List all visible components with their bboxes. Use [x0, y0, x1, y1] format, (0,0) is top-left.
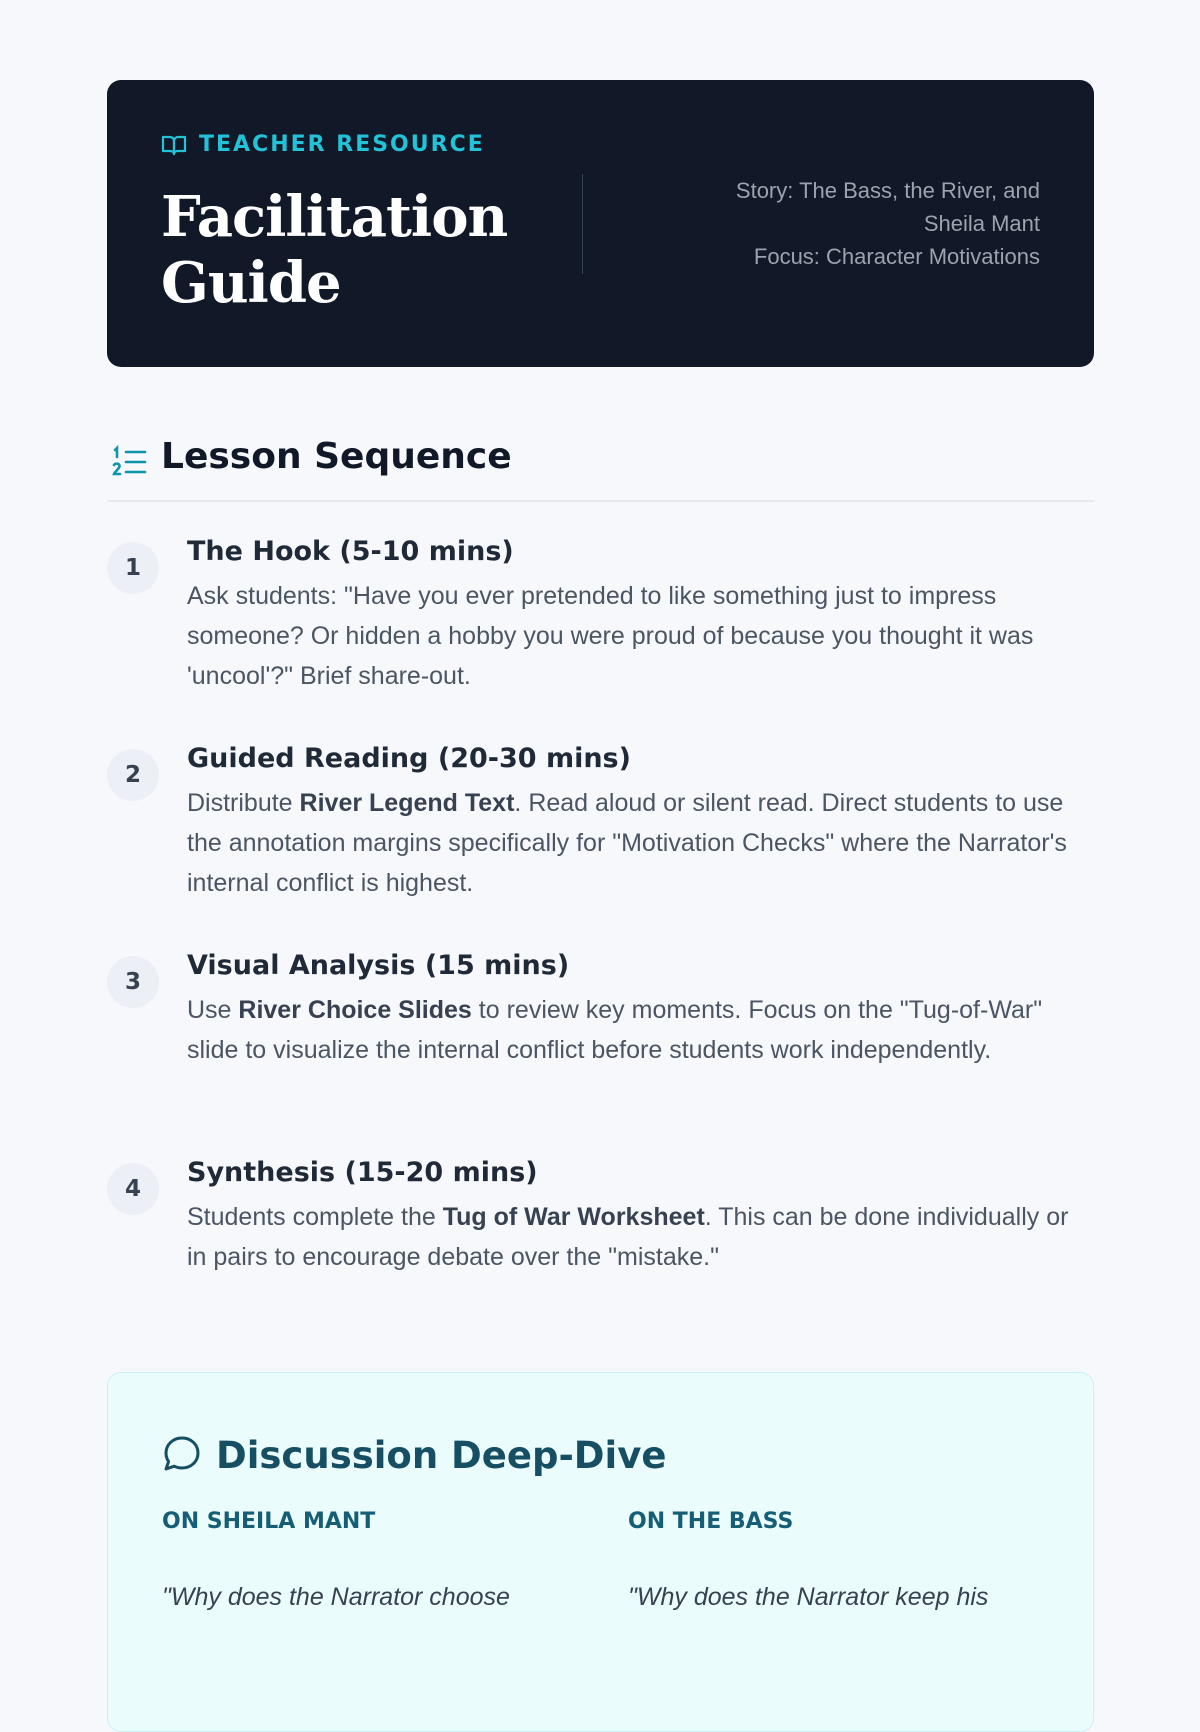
discussion-question: "Why does the Narrator keep his: [628, 1583, 989, 1611]
step-body: [187, 576, 1087, 696]
step-title: Synthesis (15-20 mins): [187, 1157, 538, 1188]
facilitation-guide-page: [107, 80, 1094, 1611]
page-title: Facilitation Guide: [161, 184, 508, 316]
step-text: . Read aloud or silent read. Direct students to use the annotation margins specifically for "Motivation Checks" where the Narrator's internal conflict is highest.: [187, 789, 1067, 897]
story-label: Story: The Bass, the River, and Sheila Mant: [735, 178, 1040, 236]
step-text: Use: [187, 996, 239, 1024]
header-meta: [680, 174, 1040, 273]
discussion-title: Discussion Deep-Dive: [216, 1434, 667, 1477]
discussion-question: "Why does the Narrator choose: [162, 1583, 510, 1611]
lesson-sequence-heading: [107, 436, 1094, 502]
step-title: Visual Analysis (15 mins): [187, 950, 570, 981]
resource-name: River Legend Text: [299, 789, 515, 817]
step-text: Distribute: [187, 789, 300, 817]
step-number: 3: [107, 956, 159, 1008]
discussion-column: [628, 1505, 1048, 1615]
step-text: . This can be done individually or in pairs to encourage debate over the "mistake.": [187, 1203, 1069, 1271]
step-number: 4: [107, 1163, 159, 1215]
section-title: Lesson Sequence: [161, 436, 512, 477]
step-text: Students complete the: [187, 1203, 443, 1231]
step-title: The Hook (5-10 mins): [187, 536, 514, 567]
step-body: [187, 1197, 1087, 1277]
step-number: 2: [107, 749, 159, 801]
discussion-heading: [162, 1431, 666, 1481]
eyebrow-label: TEACHER RESOURCE: [199, 132, 485, 157]
discussion-card: [107, 1372, 1094, 1732]
eyebrow: [161, 132, 485, 157]
resource-name: River Choice Slides: [238, 996, 472, 1024]
focus-label: Focus: Character Motivations: [753, 244, 1040, 269]
header-card: [107, 80, 1094, 367]
discussion-column: [162, 1505, 582, 1615]
step-number: 1: [107, 542, 159, 594]
chat-bubble-icon: [162, 1434, 202, 1479]
list-ordered-icon: [111, 444, 147, 485]
column-label: ON SHEILA MANT: [162, 1509, 376, 1534]
step-body: [187, 990, 1087, 1070]
resource-name: Tug of War Worksheet: [442, 1203, 705, 1231]
step-body: [187, 783, 1087, 903]
book-open-icon: [161, 133, 187, 157]
header-divider: [582, 174, 583, 274]
step-text: to review key moments. Focus on the "Tug-of-War" slide to visualize the internal conflict before students work independently.: [187, 996, 1043, 1064]
column-label: ON THE BASS: [628, 1509, 794, 1534]
step-title: Guided Reading (20-30 mins): [187, 743, 631, 774]
step-text: Ask students: "Have you ever pretended to like something just to impress someone? Or hidden a hobby you were proud of because you thought it was 'uncool'?" Brief share-out.: [187, 582, 1034, 690]
